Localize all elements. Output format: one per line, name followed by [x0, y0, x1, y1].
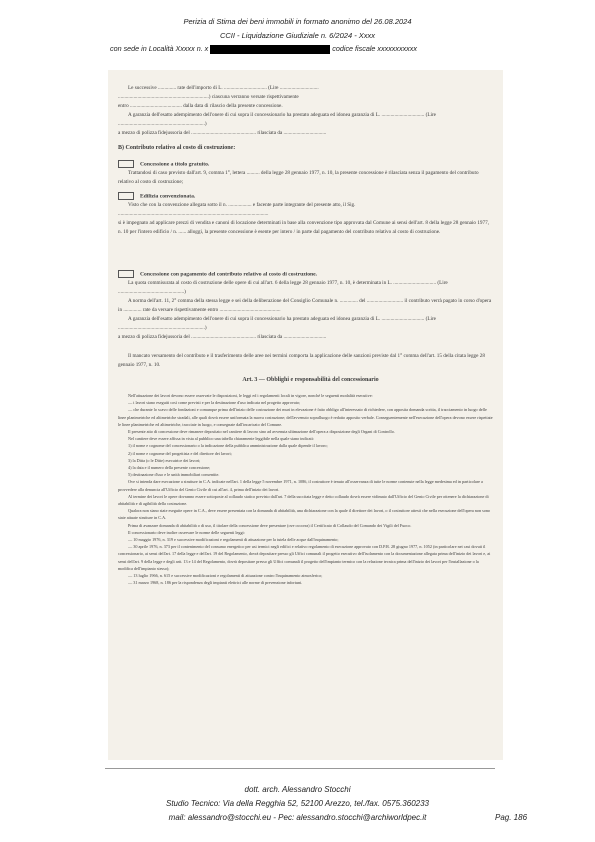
- art3-laws-intro: Il concessionario deve inoltre osservare le norme delle seguenti leggi:: [128, 529, 245, 535]
- option-payment: [118, 270, 493, 342]
- option-convention: [118, 192, 493, 237]
- guarantee-policy-line: a mezzo di polizza fidejussoria del .................................................. rilasciata da .................................: [118, 130, 327, 136]
- option-payment-text-4: a mezzo di polizza fidejussoria del .................................................. rilasciata da .................................: [118, 334, 327, 341]
- footer-contacts: mail: alessandro@stocchi.eu - Pec: alessandro.stocchi@archiworldpec.it: [168, 813, 427, 822]
- option-payment-text-3: A garanzia dell'esatto adempimento dell'onere di cui sopra il concessionario ha prestato adeguata ed idonea garanzia di L. ................................. (Lire ...................................................................): [118, 316, 436, 332]
- header-company-post: codice fiscale xxxxxxxxxxx: [332, 44, 417, 53]
- section-b: [118, 144, 493, 153]
- art3-sign-2: 2) il nome e cognome del progettista e del direttore dei lavori;: [128, 450, 232, 456]
- option-convention-text: Visto che con la convenzione allegata sotto il n. .................. e facente parte integrante del presente atto, il Sig. ....................................................................................................................: [118, 202, 356, 218]
- footer-author: dott. arch. Alessandro Stocchi: [244, 785, 351, 794]
- header-company: [110, 44, 417, 54]
- art3-static-test: Al termine dei lavori le opere dovranno essere sottoposte al collaudo statico previsto dall'art. 7 della succitata legge e detto collaudo dovrà essere vidimato dall'Ufficio del Genio Civile per ottenere la dichiarazione di abitabilità e di agibilità della costruzione.: [118, 493, 489, 507]
- art3-fire-cert: Prima di avanzare domanda di abitabilità o di uso, il titolare della concessione deve presentare (ove occorra) il Certificato di Collaudo del Comando dei Vigili del Fuoco.: [128, 522, 412, 528]
- art3-no-ca: Qualora non siano state eseguite opere in C.A., deve essere presentata con la domanda di abitabilità, una dichiarazione con la quale il direttore dei lavori, o il costruttore attesti che nella esecuzione dell'opera non sono state attuate strutture in C.A.: [118, 508, 491, 521]
- option-payment-title: Concessione con pagamento del contributo relativo al costo di costruzione.: [140, 271, 318, 278]
- art3-sign-1: 1) il nome e cognome del concessionario o la indicazione della pubblica amministrazione dalla quale dipende il lavoro;: [128, 443, 328, 449]
- art3-law-3: — 13 luglio 1966, n. 615 e successive modificazioni e regolamenti di attuazione contro l'inquinamento atmosferico;: [128, 573, 323, 579]
- art3-law-2: — 30 aprile 1976, n. 373 per il contenimento del consumo energetico per usi termici negli edifici e relativo regolamento di esecuzione approvato con D.P.R. 28 giugno 1977, n. 1052 (in particolare nei casi dovuti il concessionario, ai sensi dell'art. 17 della legge e dell'art. 19 del Regolamento, dovrà depositare presso gli Uffici comunali il progetto esecutivo dell'isolamento con la documentazione allegata prima dell'inizio dei lavori e, ai sensi dell'art. 9 della legge e degli artt. 13 e 14 del Regolamento, dovrà depositare presso gli Uffici comunali il progetto dell'impianto termico con la relazione tecnica prima dell'inizio dei lavori per l'installazione o la modifica dell'impianto stesso);: [118, 544, 491, 571]
- section-b-heading: B) Contributo relativo al costo di costruzione:: [118, 145, 236, 151]
- option-convention-text-2: si è impegnato ad applicare prezzi di vendita e canoni di locazione determinati in base alla convenzione tipo approvata dal Comune ai sensi dell'art. 8 della legge 28 gennaio 1977, n. 10 per l'intero edificio / n. ...... alloggi, la presente concessione è esente per intero / in parte dal pagamento del contributo relativo al costo di costruzione.: [118, 220, 489, 236]
- sanctions-paragraph: [118, 352, 493, 370]
- checkbox-payment: [118, 270, 134, 278]
- art3-deposit: Il presente atto di concessione deve rimanere depositato nel cantiere di lavoro sino ad avvenuta ultimazione dell'opera a disposizione degli Organi di Controllo.: [128, 429, 395, 435]
- redaction-bar: [210, 45, 330, 54]
- footer-studio: Studio Tecnico: Via della Regghia 52, 52100 Arezzo, tel./fax. 0575.360233: [165, 799, 429, 808]
- option-payment-text: La quota commisurata al costo di costruzione delle opere di cui all'art. 6 della legge 28 gennaio 1977, n. 10, è determinata in L. ................................. (Lire ...................................................): [118, 280, 448, 296]
- footer-divider: [105, 768, 495, 769]
- option-free-title: Concessione a titolo gratuito.: [140, 161, 210, 168]
- article-3: [118, 376, 493, 385]
- art3-sign-3: 3) la Ditta (o le Ditte) esecutrice dei lavori;: [128, 457, 201, 463]
- rate-line-3: entro ........................................ dalla data di rilascio della presente concessione.: [118, 103, 283, 109]
- art3-item-1: — i lavori siano eseguiti così come previsti e per la destinazione d'uso indicata nel progetto approvato;: [128, 400, 301, 406]
- art3-sign-5: 5) destinazione d'uso e le unità immobiliari consentite.: [128, 472, 220, 478]
- checkbox-free: [118, 160, 134, 168]
- guarantee-paragraph: A garanzia dell'esatto adempimento dell'onere di cui sopra il concessionario ha prestato adeguata ed idonea garanzia di L. ................................. (Lire ...................................................................): [118, 112, 436, 127]
- art3-law-4: — 31 marzo 1968, n. 186 per la rispondenza degli impianti elettrici alle norme di prevenzione infortuni.: [128, 580, 303, 586]
- option-free: [118, 160, 493, 187]
- option-payment-text-2: A norma dell'art. 11, 2° comma della stessa legge e sei della deliberazione del Consiglio Comunale n. .............. del ............................ il contributo verrà pagato in corso d'opera in .............. rate da versare rispettivamente entro ...............................................: [118, 298, 492, 314]
- article-3-heading: Art. 3 — Obblighi e responsabilità del concessionario: [242, 377, 379, 383]
- option-convention-title: Edilizia convenzionata.: [140, 193, 196, 200]
- rate-paragraph: [118, 84, 493, 138]
- art3-ca-structures: Ove si intenda dare esecuzione a strutture in C.A. indicate nell'art. 1 della legge 5 novembre 1971, n. 1086, il costruttore è tenuto all'osservanza di tutte le norme contenute nella legge medesima ed in particolare a provvedere alla denuncia all'Ufficio del Genio Civile di cui all'art. 4, prima dell'inizio dei lavori.: [118, 479, 483, 492]
- art3-law-1: — 10 maggio 1976, n. 319 e successive modificazioni e regolamenti di attuazione per la tutela delle acque dall'inquinamento;: [128, 537, 339, 543]
- art3-intro: Nell'attuazione dei lavori devono essere osservate le disposizioni, le leggi ed i regolamenti locali in vigore, nonché le seguenti modalità esecutive:: [128, 393, 373, 398]
- art3-item-2: — che durante lo scavo delle fondazioni e comunque prima dell'inizio delle costruzione dei muri in elevazione è fatto obbligo all'interessato di richiedere, con apposita domanda scritta, il tracciamento in luogo delle linee planimetriche ed altimetriche stradali, alle quali dovrà essere uniformata la nuova costruzione; dell'avvenuto sopralluogo è redatto apposito verbale. Conseguentemente nell'esecuzione dell'opera devono essere rispettate le linee planimetriche ed altimetriche, tracciate in luogo, e consegnate dall'incaricato del Comune.: [118, 407, 493, 427]
- rate-line-1: Le successive .............. rate dell'importo di L. ................................. (Lire ..............................: [128, 85, 319, 91]
- option-free-text: Trattandosi di caso previsto dall'art. 9, comma 1°, lettera .......... della legge 28 gennaio 1977, n. 10, la presente concessione è rilasciata senza il pagamento del contributo relativo al costo di costruzione;: [118, 170, 479, 186]
- art3-sign-4: 4) la data e il numero della presente concessione;: [128, 465, 211, 471]
- sanctions-text: Il mancato versamento del contributo e il trasferimento delle aree nei termini comporta la applicazione delle sanzioni previste dal 1° comma dell'art. 15 della citata legge 28 gennaio 1977, n. 10.: [118, 353, 485, 368]
- header-company-pre: con sede in Località Xxxxx n. x: [110, 44, 209, 53]
- art3-sign-intro: Nel cantiere deve essere affissa in vista al pubblico una tabella chiaramente leggibile nella quale siano indicati:: [128, 436, 314, 442]
- rate-line-2: ......................................................................) ciascuna verranno versate rispettivamente: [118, 94, 299, 100]
- article-3-body: [118, 392, 493, 586]
- page-number: Pag. 186: [495, 813, 528, 822]
- checkbox-convention: [118, 192, 134, 200]
- header-title: Perizia di Stima dei beni immobili in formato anonimo del 26.08.2024: [183, 17, 412, 26]
- header-procedure: CCII - Liquidazione Giudiziale n. 6/2024 - Xxxx: [219, 31, 376, 40]
- scanned-document-page: [108, 70, 503, 760]
